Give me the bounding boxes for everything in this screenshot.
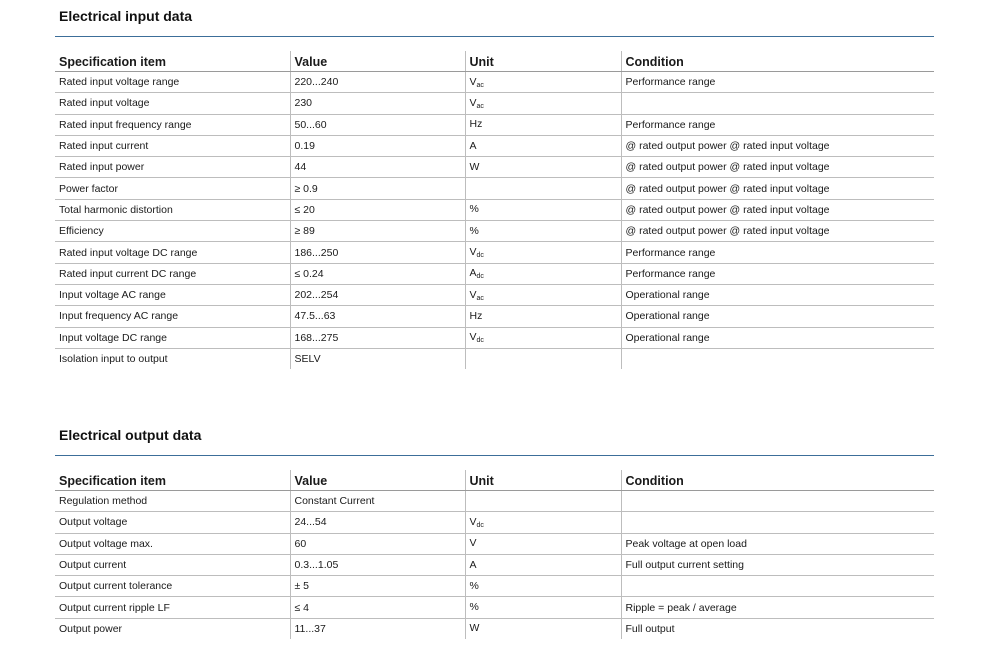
unit-subscript: dc [476, 337, 484, 345]
unit-symbol: % [469, 579, 479, 592]
condition-cell: Ripple = peak / average [621, 597, 934, 618]
condition-cell: @ rated output power @ rated input voltage [621, 178, 934, 199]
spec-item-cell: Output current tolerance [55, 576, 290, 597]
output-title-divider [55, 455, 934, 456]
table-row [55, 348, 934, 369]
condition-cell: @ rated output power @ rated input voltage [621, 199, 934, 220]
unit-subscript: dc [476, 521, 484, 529]
header-condition: Condition [621, 470, 934, 491]
spec-item-cell: Input voltage DC range [55, 327, 290, 348]
table-row [55, 157, 934, 178]
condition-cell: Performance range [621, 242, 934, 263]
spec-item-cell: Output power [59, 622, 123, 635]
unit-subscript: ac [476, 294, 484, 302]
unit-symbol: Hz [469, 309, 483, 322]
spec-item-cell: Input frequency AC range [55, 306, 290, 327]
value-cell: 220...240 [290, 72, 465, 93]
header-specification-item: Specification item [55, 470, 290, 491]
unit-symbol: V [469, 246, 477, 259]
table-row [55, 114, 934, 135]
unit-cell [465, 327, 621, 348]
unit-cell [465, 554, 621, 575]
spec-item-cell: Output voltage [55, 512, 290, 533]
unit-cell [465, 199, 621, 220]
table-row [55, 618, 934, 639]
table-header-row [55, 470, 934, 491]
unit-cell [465, 178, 621, 199]
table-row [55, 597, 934, 618]
condition-cell [621, 93, 934, 114]
value-cell: ≤ 0.24 [290, 263, 465, 284]
value-cell: 230 [290, 93, 465, 114]
condition-cell [621, 576, 934, 597]
value-cell: ≥ 0.9 [290, 178, 465, 199]
unit-symbol: W [469, 160, 480, 173]
unit-cell [465, 576, 621, 597]
condition-cell: @ rated output power @ rated input voltage [621, 157, 934, 178]
spec-item-cell: Output current ripple LF [55, 597, 290, 618]
spec-item-cell: Output voltage max. [55, 533, 290, 554]
table-row [55, 178, 934, 199]
table-row [55, 327, 934, 348]
unit-cell [465, 221, 621, 242]
condition-cell: Operational range [621, 306, 934, 327]
table-header-row [55, 51, 934, 72]
spec-item-cell: Total harmonic distortion [55, 199, 290, 220]
unit-symbol: A [469, 558, 477, 571]
unit-symbol: % [469, 203, 479, 216]
table-row [55, 533, 934, 554]
value-cell: ± 5 [290, 576, 465, 597]
value-cell: 0.3...1.05 [290, 554, 465, 575]
condition-cell: Performance range [621, 72, 934, 93]
value-cell: 11...37 [290, 618, 465, 639]
unit-cell [465, 263, 621, 284]
output-section-title: Electrical output data [59, 427, 202, 443]
unit-cell [465, 135, 621, 156]
table-row [55, 199, 934, 220]
unit-symbol: A [469, 267, 477, 280]
unit-cell [465, 93, 621, 114]
input-title-divider [55, 36, 934, 37]
value-cell: 186...250 [290, 242, 465, 263]
spec-item-cell: Rated input voltage range [55, 72, 290, 93]
table-row [55, 491, 934, 512]
value-cell: SELV [290, 348, 465, 369]
unit-cell [465, 242, 621, 263]
unit-cell [465, 618, 621, 639]
spec-item-cell: Rated input voltage DC range [55, 242, 290, 263]
unit-cell [465, 157, 621, 178]
spec-item-cell: Rated input frequency range [55, 114, 290, 135]
table-row [55, 221, 934, 242]
header-value: Value [290, 51, 465, 72]
value-cell: ≤ 4 [290, 597, 465, 618]
table-row [55, 242, 934, 263]
unit-symbol: Hz [469, 118, 483, 131]
table-row [55, 93, 934, 114]
unit-cell [465, 512, 621, 533]
value-cell: Constant Current [290, 491, 465, 512]
condition-cell: Operational range [621, 284, 934, 305]
condition-cell: Performance range [621, 263, 934, 284]
condition-cell: Operational range [621, 327, 934, 348]
condition-cell: Full output current setting [621, 554, 934, 575]
input-section-title: Electrical input data [59, 8, 193, 24]
table-row [55, 135, 934, 156]
unit-symbol: V [469, 75, 477, 88]
table-row [55, 263, 934, 284]
spec-item-cell: Rated input power [55, 157, 290, 178]
spec-item-cell: Input voltage AC range [55, 284, 290, 305]
unit-symbol: V [469, 96, 477, 109]
header-specification-item: Specification item [55, 51, 290, 72]
unit-symbol: V [469, 515, 477, 528]
table-row [55, 284, 934, 305]
condition-cell: @ rated output power @ rated input voltage [621, 135, 934, 156]
unit-cell [465, 597, 621, 618]
value-cell: ≤ 20 [290, 199, 465, 220]
value-cell: ≥ 89 [290, 221, 465, 242]
unit-cell [465, 72, 621, 93]
unit-subscript: ac [476, 102, 484, 110]
unit-cell [465, 491, 621, 512]
unit-symbol: % [469, 224, 479, 237]
unit-symbol: V [469, 537, 477, 550]
unit-cell [465, 533, 621, 554]
spec-item-cell: Rated input current [55, 135, 290, 156]
value-cell: 47.5...63 [290, 306, 465, 327]
condition-cell: Peak voltage at open load [621, 533, 934, 554]
spec-item-cell: Rated input voltage [55, 93, 290, 114]
value-cell: 168...275 [290, 327, 465, 348]
value-cell: 44 [290, 157, 465, 178]
header-condition: Condition [621, 51, 934, 72]
spec-item-cell: Output current [55, 554, 290, 575]
unit-symbol: % [469, 601, 479, 614]
unit-subscript: dc [476, 273, 484, 281]
unit-symbol: V [469, 331, 477, 344]
condition-cell [621, 491, 934, 512]
spec-item-cell: Regulation method [55, 491, 290, 512]
spec-item-cell: Power factor [55, 178, 290, 199]
unit-subscript: ac [476, 81, 484, 89]
spec-item-cell: Rated input current DC range [55, 263, 290, 284]
table-row [55, 72, 934, 93]
value-cell: 60 [290, 533, 465, 554]
condition-cell: Performance range [621, 114, 934, 135]
value-cell: 24...54 [290, 512, 465, 533]
unit-subscript: dc [476, 252, 484, 260]
value-cell: 202...254 [290, 284, 465, 305]
condition-cell [621, 512, 934, 533]
table-row [55, 554, 934, 575]
header-unit: Unit [465, 51, 621, 72]
unit-symbol: W [469, 622, 480, 635]
value-cell: 0.19 [290, 135, 465, 156]
table-row [55, 306, 934, 327]
output-spec-table [55, 470, 934, 639]
input-spec-table [55, 51, 934, 369]
spec-item-cell: Efficiency [55, 221, 290, 242]
condition-cell [621, 348, 934, 369]
table-row [55, 576, 934, 597]
condition-cell: @ rated output power @ rated input voltage [621, 221, 934, 242]
unit-cell [465, 284, 621, 305]
table-row [55, 512, 934, 533]
condition-cell: Full output [621, 618, 934, 639]
header-unit: Unit [465, 470, 621, 491]
header-value: Value [290, 470, 465, 491]
unit-cell [465, 348, 621, 369]
unit-symbol: V [469, 288, 477, 301]
unit-symbol: A [469, 139, 477, 152]
value-cell: 50...60 [290, 114, 465, 135]
unit-cell [465, 114, 621, 135]
spec-item-cell: Isolation input to output [59, 353, 168, 365]
unit-cell [465, 306, 621, 327]
